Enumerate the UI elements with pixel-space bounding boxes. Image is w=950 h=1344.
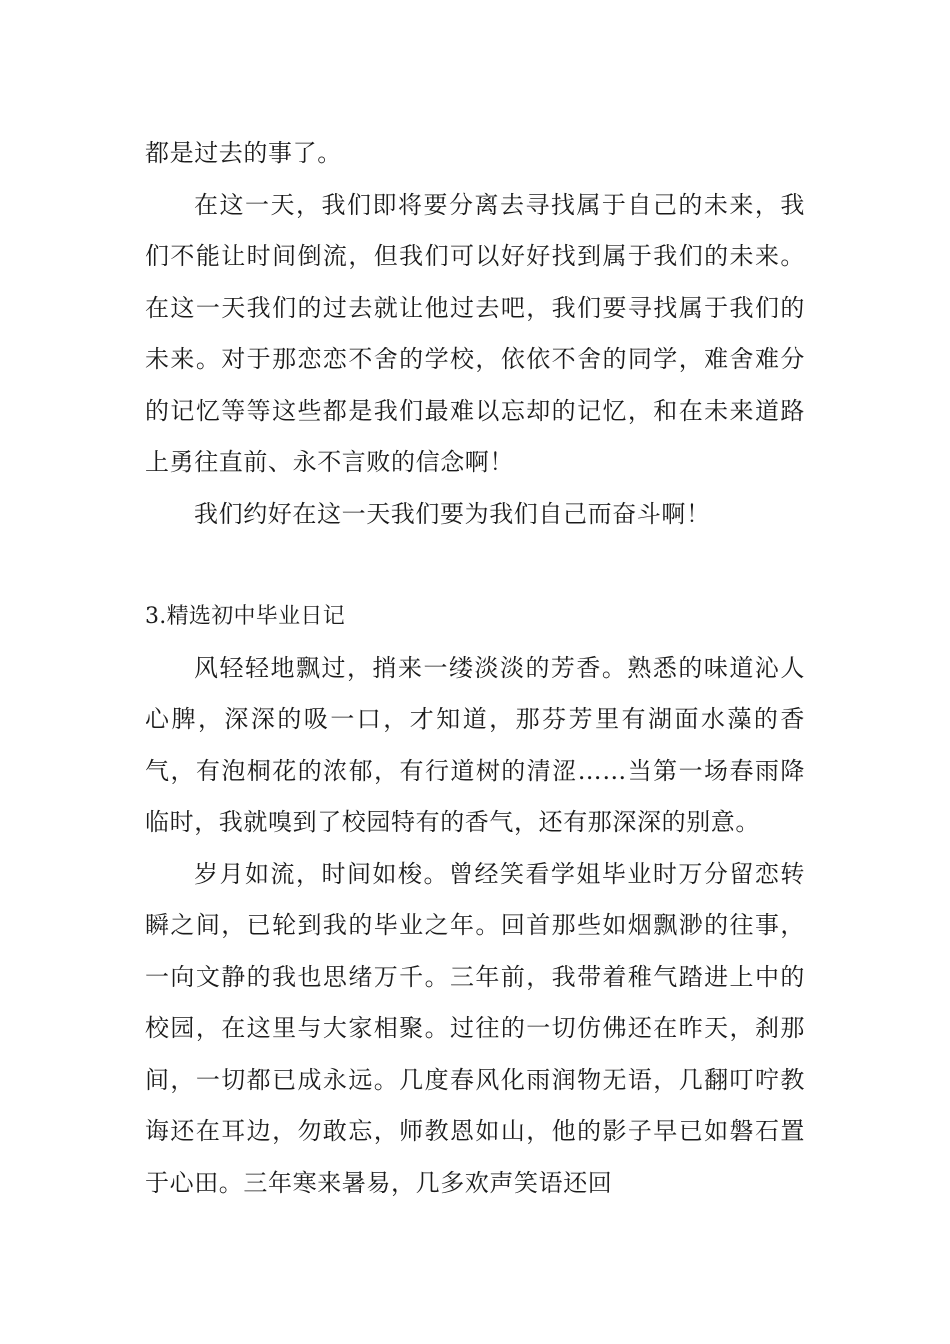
paragraph-breeze: 风轻轻地飘过，捎来一缕淡淡的芳香。熟悉的味道沁人心脾，深深的吸一口，才知道，那芬芳里有湖面水藻的香气，有泡桐花的浓郁，有行道树的清涩……当第一场春雨降临时，我就嗅到了校园特有的香气，还有那深深的别意。 — [145, 653, 805, 836]
paragraph-continuation: 都是过去的事了。 — [145, 139, 342, 167]
paragraph-separation: 在这一天，我们即将要分离去寻找属于自己的未来，我们不能让时间倒流，但我们可以好好找到属于我们的未来。在这一天我们的过去就让他过去吧，我们要寻找属于我们的未来。对于那恋恋不舍的学校，依依不舍的同学，难舍难分的记忆等等这些都是我们最难以忘却的记忆，和在未来道路上勇往直前、永不言败的信念啊！ — [145, 190, 805, 476]
text-column — [145, 128, 805, 1209]
paragraph-promise: 我们约好在这一天我们要为我们自己而奋斗啊！ — [194, 499, 711, 528]
section-heading: 3.精选初中毕业日记 — [145, 604, 345, 629]
paragraph-years: 岁月如流，时间如梭。曾经笑看学姐毕业时万分留恋转瞬之间，已轮到我的毕业之年。回首那些如烟飘渺的往事，一向文静的我也思绪万千。三年前，我带着稚气踏进上中的校园，在这里与大家相聚。过往的一切仿佛还在昨天，刹那间，一切都已成永远。几度春风化雨润物无语，几翻叮咛教诲还在耳边，勿敢忘，师教恩如山，他的影子早已如磐石置于心田。三年寒来暑易，几多欢声笑语还回 — [145, 859, 805, 1197]
